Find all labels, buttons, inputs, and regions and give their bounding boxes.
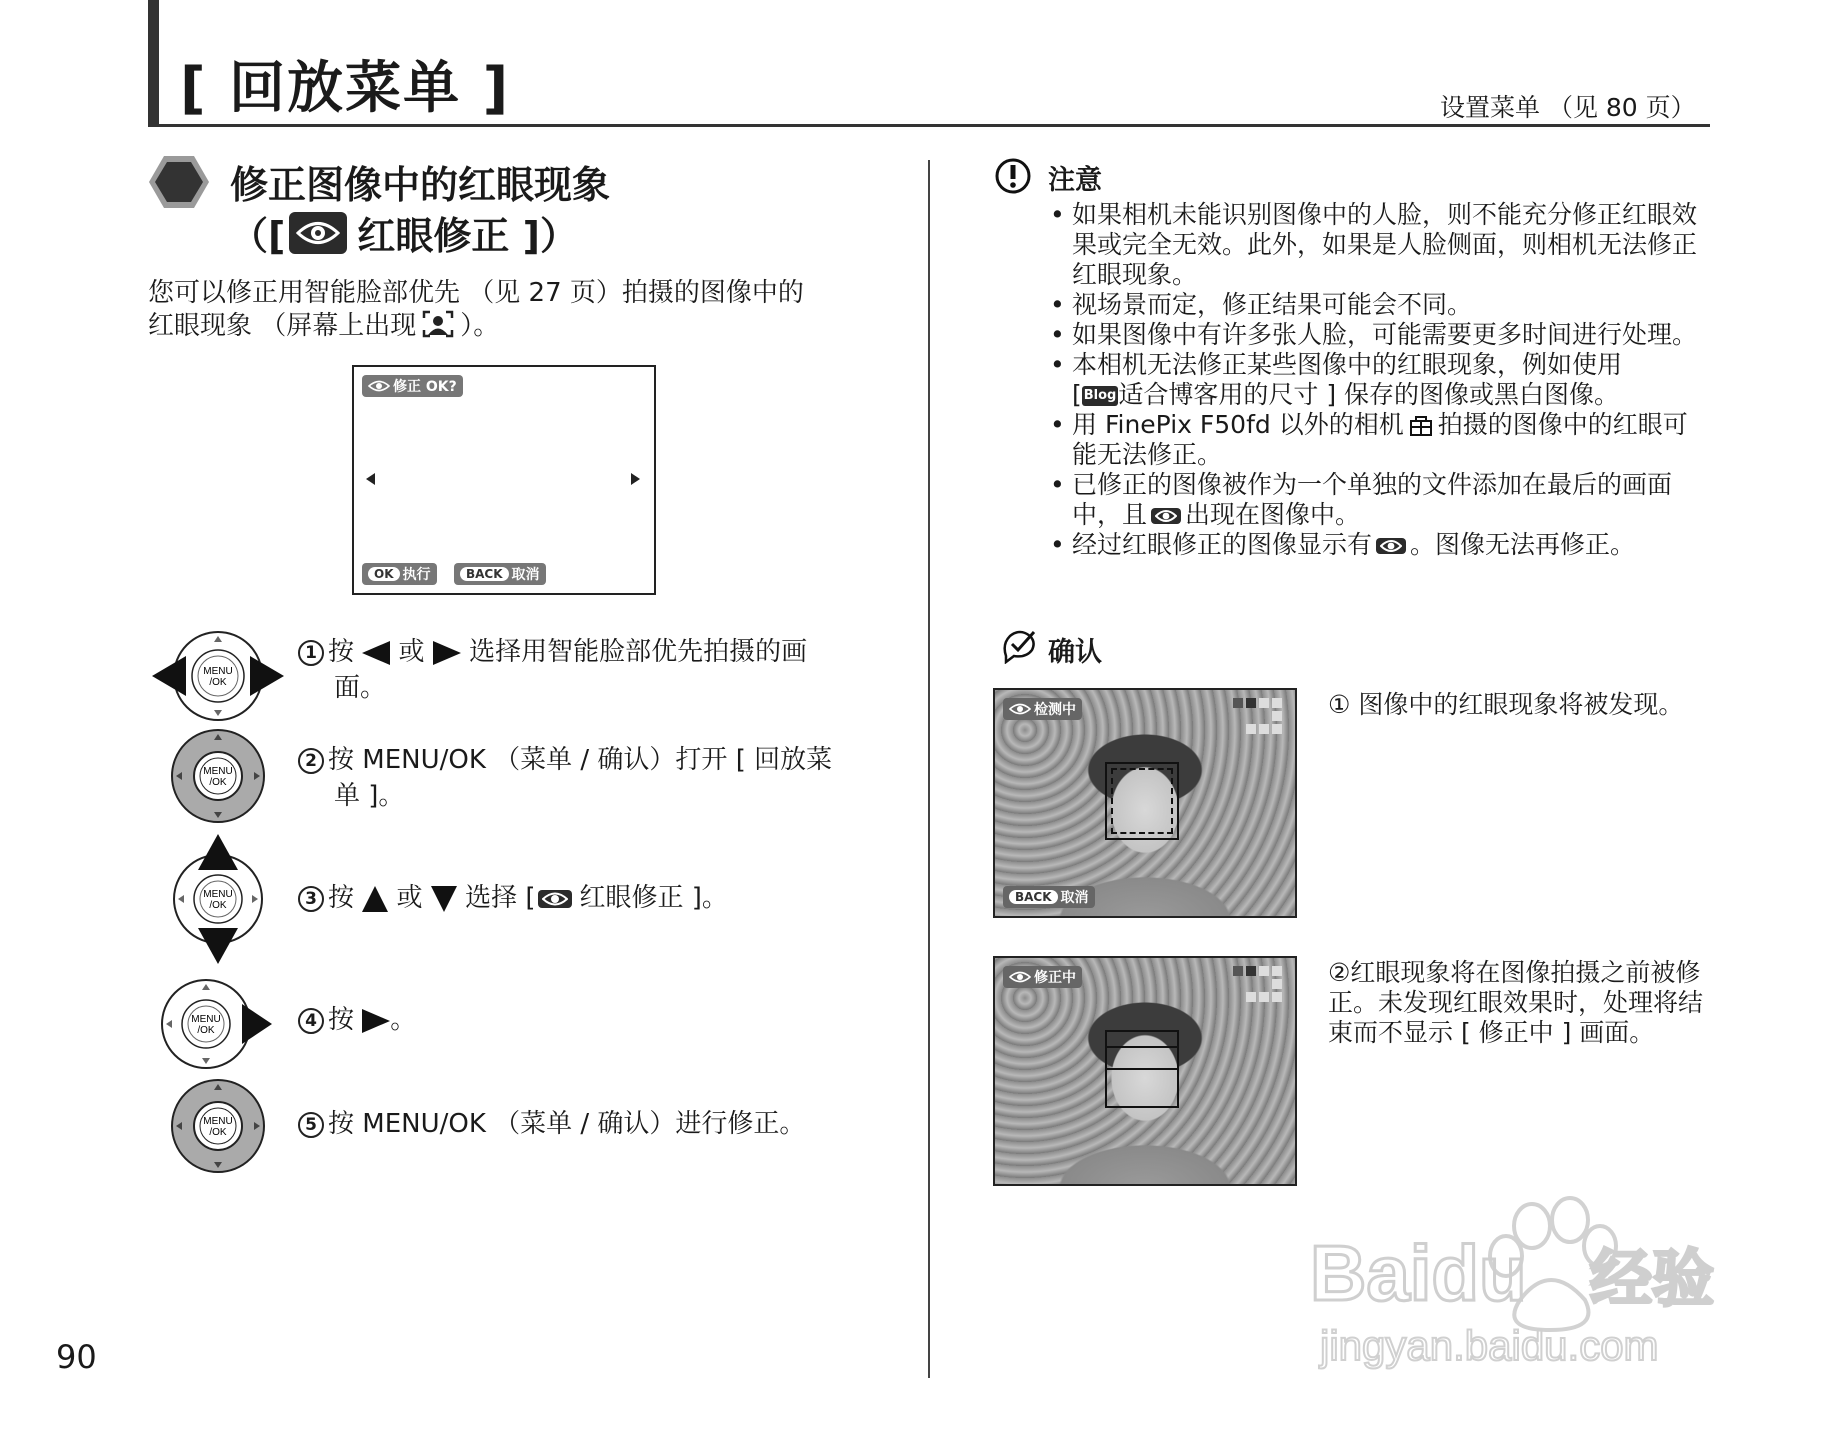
- correcting-chip: [1003, 966, 1082, 988]
- step-text: 红眼修正 ]。: [579, 883, 728, 913]
- face-detection-frame-inner: [1111, 768, 1173, 834]
- step-text: 或: [398, 637, 425, 667]
- note-item: [1050, 410, 1710, 470]
- ok-label: 执行: [402, 567, 431, 583]
- eye-icon: [1009, 971, 1031, 983]
- eye-correction-frame: [1105, 1046, 1179, 1070]
- note-item: • 如果相机未能识别图像中的人脸，则不能充分修正红眼效果或完全无效。此外，如果是人脸侧面，则相机无法修正红眼现象。: [1050, 200, 1710, 290]
- step-1: [298, 634, 878, 706]
- step-text: 面。: [334, 673, 387, 703]
- step-number: 5: [298, 1112, 324, 1138]
- intro-text-line1: 您可以修正用智能脸部优先 （见 27 页）拍摄的图像中的: [148, 278, 804, 308]
- note-text: 适合博客用的尺寸 ] 保存的图像或黑白图像。: [1118, 380, 1620, 409]
- progress-grid-icon: [1233, 698, 1283, 748]
- correcting-label: 修正中: [1034, 970, 1076, 986]
- note-text: 经过红眼修正的图像显示有: [1072, 530, 1373, 559]
- pad-label: MENU /OK: [191, 1014, 221, 1036]
- baidu-watermark: [1300, 1190, 1740, 1384]
- back-pill: BACK: [460, 567, 509, 581]
- lcd-right-arrow-icon: [630, 473, 640, 485]
- detecting-chip: [1003, 698, 1082, 720]
- control-pad-right-icon: [158, 976, 274, 1072]
- note-item: • 视场景而定，修正结果可能会不同。: [1050, 290, 1710, 320]
- step-2: [298, 742, 878, 814]
- watermark-logo: Baidu: [1310, 1229, 1527, 1317]
- right-arrow-icon: [362, 1009, 390, 1033]
- detecting-screen-photo: [993, 688, 1297, 918]
- note-item: • 如果图像中有许多张人脸，可能需要更多时间进行处理。: [1050, 320, 1710, 350]
- note-item: [1050, 530, 1710, 560]
- step-4: [298, 1002, 878, 1038]
- eye-icon: [368, 380, 390, 392]
- step-text: 按: [328, 1005, 355, 1035]
- step-text: 按: [328, 637, 355, 667]
- step-number: 3: [298, 886, 324, 912]
- photo-back-cancel: [1003, 886, 1095, 908]
- control-pad-up-down-icon: [168, 834, 268, 964]
- note-item: [1050, 470, 1710, 530]
- note-text: 。图像无法再修正。: [1410, 530, 1636, 559]
- ok-pill: OK: [368, 567, 400, 581]
- red-eye-icon: [289, 212, 347, 254]
- control-pad-left-right-icon: [150, 628, 286, 724]
- pad-label: MENU /OK: [203, 889, 233, 911]
- note-text: 已修正的图像被作为一个单独的文件添加在最后的画面中，且: [1072, 470, 1673, 529]
- blog-size-icon: Blog: [1082, 386, 1119, 406]
- step-text: 或: [396, 883, 423, 913]
- step-text: 。: [390, 1005, 417, 1035]
- caution-title: 注意: [1048, 165, 1102, 196]
- lcd-left-arrow-icon: [366, 473, 376, 485]
- up-arrow-icon: [362, 886, 388, 912]
- eye-icon: [1009, 703, 1031, 715]
- subtitle-open: （[: [230, 214, 286, 258]
- red-eye-icon: [1151, 508, 1181, 524]
- back-pill: BACK: [1009, 890, 1058, 904]
- step-text: 选择用智能脸部优先拍摄的画: [469, 637, 808, 667]
- section-title: 修正图像中的红眼现象: [230, 163, 611, 207]
- caption-2: ②红眼现象将在图像拍摄之前被修正。未发现红眼效果时，处理将结束而不显示 [ 修正中 ] 画面。: [1328, 958, 1704, 1047]
- red-eye-icon: [1376, 538, 1406, 554]
- note-text: 拍摄的图像中的红眼可能无法修正。: [1072, 410, 1688, 469]
- step-3: [298, 880, 878, 916]
- step-text: 按 MENU/OK （菜单 / 确认）进行修正。: [328, 1109, 806, 1139]
- down-arrow-icon: [431, 886, 457, 912]
- note-text: 本相机无法修正某些图像中的红眼现象，例如使用: [1072, 350, 1623, 379]
- hexagon-bullet-icon: [148, 155, 210, 209]
- watermark-url: jingyan.baidu.com: [1320, 1322, 1659, 1369]
- step-5: [298, 1106, 878, 1142]
- caption-1: ① 图像中的红眼现象将被发现。: [1328, 690, 1684, 719]
- lcd-top-label: 修正 OK?: [393, 379, 457, 395]
- control-pad-menu-ok-icon: [168, 1078, 268, 1174]
- note-text: 用 FinePix F50fd 以外的相机: [1072, 410, 1404, 439]
- intro-text-b: ）。: [460, 311, 500, 341]
- detecting-label: 检测中: [1034, 702, 1076, 718]
- watermark-brand: 经验: [1590, 1242, 1715, 1315]
- left-arrow-icon: [362, 641, 390, 665]
- step-number: 4: [298, 1008, 324, 1034]
- pad-label: MENU /OK: [203, 666, 233, 688]
- header-cross-reference: 设置菜单 （见 80 页）: [1440, 93, 1696, 122]
- lcd-ok-execute: [362, 563, 437, 585]
- lcd-confirm-screen: [352, 365, 656, 595]
- confirm-title: 确认: [1048, 637, 1102, 668]
- progress-grid-icon: [1233, 966, 1283, 1016]
- caution-icon: [995, 158, 1031, 194]
- column-divider: [928, 160, 930, 1378]
- caution-notes: [1050, 200, 1710, 560]
- pad-label: MENU /OK: [203, 766, 233, 788]
- baidu-paw-logo-icon: [1300, 1190, 1740, 1380]
- note-item: • 本相机无法修正某些图像中的红眼现象，例如使用 [ Blog适合博客用的尺寸 ] 保存的图像或黑白图像。: [1050, 350, 1710, 410]
- step-number: 2: [298, 748, 324, 774]
- camera-mode-icon: [1408, 415, 1434, 437]
- section-subtitle: [230, 205, 578, 260]
- step-text: 单 ]。: [334, 781, 405, 811]
- back-label: 取消: [511, 567, 540, 583]
- note-text: 出现在图像中。: [1185, 500, 1361, 529]
- lcd-back-cancel: [454, 563, 546, 585]
- page-number: 90: [56, 1338, 97, 1376]
- right-arrow-icon: [433, 641, 461, 665]
- step-number: 1: [298, 640, 324, 666]
- red-eye-icon: [538, 890, 572, 908]
- header-bar: [148, 0, 159, 126]
- correcting-screen-photo: [993, 956, 1297, 1186]
- header-rule: [148, 124, 1710, 127]
- back-label: 取消: [1060, 890, 1089, 906]
- control-pad-menu-ok-icon: [168, 728, 268, 824]
- intro-text-a: 红眼现象 （屏幕上出现: [148, 311, 417, 341]
- step-text: 按 MENU/OK （菜单 / 确认）打开 [ 回放菜: [328, 745, 833, 775]
- face-detection-icon: [422, 310, 454, 338]
- check-memo-icon: [1000, 630, 1038, 664]
- pad-label: MENU /OK: [203, 1116, 233, 1138]
- intro-text-line2: [148, 305, 499, 342]
- step-text: 按: [328, 883, 355, 913]
- subtitle-label: 红眼修正 ]）: [357, 214, 578, 258]
- step-text: 选择 [: [465, 883, 536, 913]
- page-title: [ 回放菜单 ]: [180, 56, 511, 121]
- lcd-top-chip: [362, 375, 463, 397]
